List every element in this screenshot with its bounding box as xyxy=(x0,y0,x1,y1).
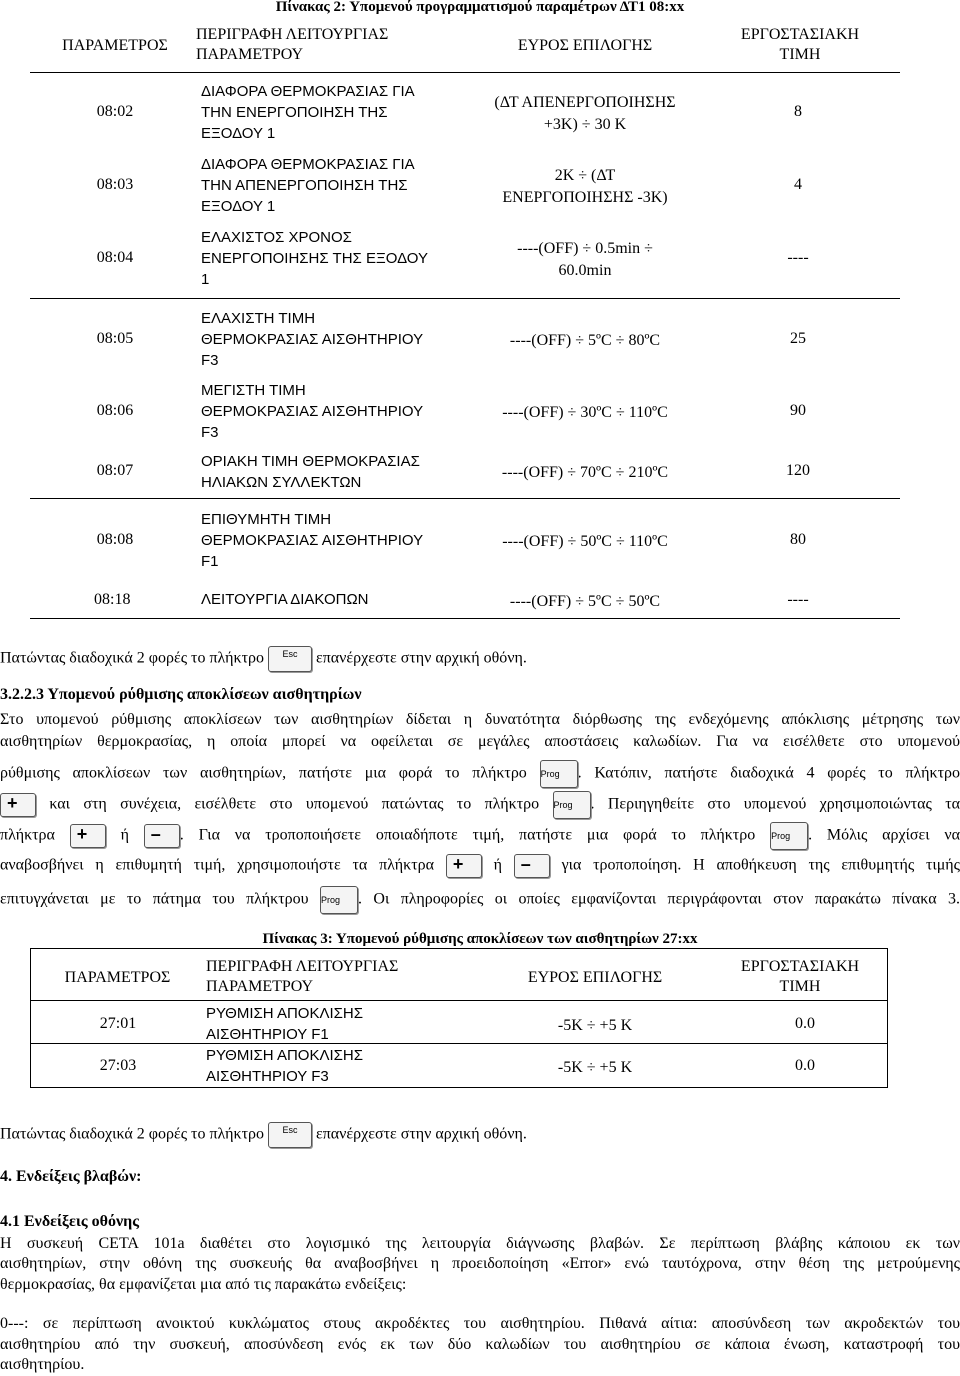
text-run: . Οι πληροφορίες οι οποίες εμφανίζονται περιγράφονται στον παρακάτω πίνακα 3. xyxy=(358,890,960,908)
param-default: 4 xyxy=(794,176,802,193)
prog-key-label: Prog xyxy=(321,895,341,905)
esc-note xyxy=(0,1122,527,1148)
param-default: 80 xyxy=(790,531,806,548)
section-323-title: 3.2.2.3 Υπομενού ρύθμισης αποκλίσεων αισθητηρίων xyxy=(0,686,362,703)
table3-caption: Πίνακας 3: Υπομενού ρύθμισης αποκλίσεων των αισθητηρίων 27:xx xyxy=(262,931,698,947)
param-code: 08:02 xyxy=(96,103,134,120)
table3-row-rule xyxy=(30,1043,888,1044)
desc-line: ΘΕΡΜΟΚΡΑΣΙΑΣ ΑΙΣΘΗΤΗΡΙΟΥ xyxy=(201,331,424,348)
prog-key-icon xyxy=(770,822,808,850)
param-code: 27:01 xyxy=(99,1015,137,1032)
desc-line: 1 xyxy=(201,271,210,288)
text-run: αναβοσβήνει η επιθυμητή τιμή, χρησιμοποιήστε τα πλήκτρα xyxy=(0,856,435,874)
param-default: ---- xyxy=(787,249,809,266)
param-range: ----(OFF) ÷ 5ºC ÷ 50ºC xyxy=(509,593,661,610)
param-description xyxy=(201,451,420,493)
table3-right-border xyxy=(887,948,888,1088)
param-code: 08:18 xyxy=(94,591,131,608)
esc-key-label: Esc xyxy=(282,1125,298,1135)
header-default-line2: ΤΙΜΗ xyxy=(779,46,821,63)
desc-line: ΕΞΟΔΟΥ 1 xyxy=(201,125,276,142)
param-default: 120 xyxy=(786,462,810,479)
table3-header-default xyxy=(712,957,888,997)
desc-line: ΘΕΡΜΟΚΡΑΣΙΑΣ ΑΙΣΘΗΤΗΡΙΟΥ xyxy=(201,532,424,549)
param-default: ---- xyxy=(787,591,809,608)
table2-header-desc xyxy=(196,25,456,65)
text-run: ή xyxy=(120,826,129,844)
desc-line: ΕΠΙΘΥΜΗΤΗ ΤΙΜΗ xyxy=(201,511,332,528)
text-run: . Περιηγηθείτε στο υπομενού χρησιμοποιώντας τα xyxy=(590,795,960,813)
header-default-line1: ΕΡΓΟΣΤΑΣΙΑΚΗ xyxy=(740,26,860,43)
param-description xyxy=(201,227,428,290)
section-323-line: Στο υπομενού ρύθμισης αποκλίσεων των αισθητηρίων δίδεται η δυνατότητα διόρθωσης της ενδεχόμενης απόκλισης μέτρησης των xyxy=(0,711,960,728)
param-code: 08:08 xyxy=(96,531,134,548)
desc-line: ΡΥΘΜΙΣΗ ΑΠΟΚΛΙΣΗΣ xyxy=(206,1047,364,1064)
prog-key-label: Prog xyxy=(553,800,573,810)
esc-key-label: Esc xyxy=(282,649,298,659)
plus-key-icon xyxy=(446,854,482,878)
text-run: ή xyxy=(493,856,502,874)
param-range xyxy=(470,165,700,209)
desc-line: ΕΞΟΔΟΥ 1 xyxy=(201,198,276,215)
desc-line: ΗΛΙΑΚΩΝ ΣΥΛΛΕΚΤΩΝ xyxy=(201,474,362,491)
param-range xyxy=(470,238,700,282)
param-description xyxy=(201,81,415,144)
table3-header-rule xyxy=(30,1000,888,1001)
table3-bottom-rule xyxy=(30,1087,888,1088)
text-run: ρύθμισης αποκλίσεων των αισθητηρίων, πατήστε μια φορά το πλήκτρο xyxy=(0,764,527,782)
plus-key-icon xyxy=(0,793,36,817)
param-description: ΛΕΙΤΟΥΡΓΙΑ ΔΙΑΚΟΠΩΝ xyxy=(201,591,369,608)
param-code: 08:06 xyxy=(96,402,134,419)
table3-header-range: ΕΥΡΟΣ ΕΠΙΛΟΓΗΣ xyxy=(527,969,663,986)
desc-line: ΤΗΝ ΕΝΕΡΓΟΠΟΙΗΣΗ ΤΗΣ xyxy=(201,104,388,121)
section-323-line xyxy=(0,854,960,878)
esc-note-after: επανέρχεστε στην αρχική οθόνη. xyxy=(316,1125,527,1143)
table2-caption: Πίνακας 2: Υπομενού προγραμματισμού παραμέτρων ΔΤ1 08:xx xyxy=(275,0,685,15)
desc-line: ΡΥΘΜΙΣΗ ΑΠΟΚΛΙΣΗΣ xyxy=(206,1005,364,1022)
param-description xyxy=(201,308,423,371)
range-line: ΕΝΕΡΓΟΠΟΙΗΣΗΣ -3Κ) xyxy=(502,189,668,206)
desc-line: ΕΛΑΧΙΣΤΗ ΤΙΜΗ xyxy=(201,310,316,327)
esc-key-icon xyxy=(268,1122,312,1148)
header-desc-line1: ΠΕΡΙΓΡΑΦΗ ΛΕΙΤΟΥΡΓΙΑΣ xyxy=(206,958,399,975)
plus-key-label: + xyxy=(452,854,464,874)
desc-line: F3 xyxy=(201,352,219,369)
range-line: (ΔΤ ΑΠΕΝΕΡΓΟΠΟΙΗΣΗΣ xyxy=(494,94,676,111)
param-default: 8 xyxy=(794,103,802,120)
prog-key-icon xyxy=(553,791,591,819)
prog-key-icon xyxy=(320,886,358,914)
header-desc-line2: ΠΑΡΑΜΕΤΡΟΥ xyxy=(196,46,304,63)
param-code: 27:03 xyxy=(99,1057,137,1074)
range-line: 2Κ ÷ (ΔΤ xyxy=(554,167,616,184)
range-line: +3Κ) ÷ 30 Κ xyxy=(543,116,627,133)
table2-mid-rule xyxy=(30,498,900,499)
desc-line: ΜΕΓΙΣΤΗ ΤΙΜΗ xyxy=(201,382,306,399)
param-default: 0.0 xyxy=(795,1015,815,1032)
param-description xyxy=(206,1045,363,1087)
param-range: ----(OFF) ÷ 50ºC ÷ 110ºC xyxy=(502,533,668,550)
param-code: 08:03 xyxy=(96,176,134,193)
esc-note-before: Πατώντας διαδοχικά 2 φορές το πλήκτρο xyxy=(0,1125,264,1143)
section-323-line xyxy=(0,886,960,914)
text-run: για τροποποίηση. Η αποθήκευση της επιθυμητής τιμής xyxy=(561,856,960,874)
desc-line: ΘΕΡΜΟΚΡΑΣΙΑΣ ΑΙΣΘΗΤΗΡΙΟΥ xyxy=(201,403,424,420)
section-41-title: 4.1 Ενδείξεις οθόνης xyxy=(0,1213,139,1230)
table2-bottom-rule xyxy=(30,618,900,619)
esc-key-icon xyxy=(268,646,312,672)
table2-header-range: ΕΥΡΟΣ ΕΠΙΛΟΓΗΣ xyxy=(517,37,653,54)
table3-left-border xyxy=(30,948,31,1088)
section-323-line: αισθητηρίων θερμοκρασίας, η οποία μπορεί να οφείλεται σε μεγάλες αποστάσεις καλωδίων. Για να εισέλθετε στο υπομενού xyxy=(0,733,960,750)
section-323-line xyxy=(0,791,960,819)
param-range: ----(OFF) ÷ 70ºC ÷ 210ºC xyxy=(501,464,669,481)
table2-header-rule xyxy=(30,72,900,73)
esc-note-after: επανέρχεστε στην αρχική οθόνη. xyxy=(316,649,527,667)
table2-header-param: ΠΑΡΑΜΕΤΡΟΣ xyxy=(62,37,168,54)
minus-key-label: – xyxy=(150,824,161,844)
esc-note-before: Πατώντας διαδοχικά 2 φορές το πλήκτρο xyxy=(0,649,264,667)
section-4-line: 0---: σε περίπτωση ανοικτού κυκλώματος στους ακροδέκτες του αισθητηρίου. Πιθανά αίτια: αποσύνδεση των ακροδεκτών του xyxy=(0,1315,960,1332)
text-run: . Κατόπιν, πατήστε διαδοχικά 4 φορές το πλήκτρο xyxy=(577,764,960,782)
param-range: -5Κ ÷ +5 Κ xyxy=(557,1059,633,1076)
param-range: ----(OFF) ÷ 30ºC ÷ 110ºC xyxy=(502,404,668,421)
desc-line: F1 xyxy=(201,553,219,570)
param-description xyxy=(201,154,415,217)
section-4-line: Η συσκευή CETA 101a διαθέτει στο λογισμικό της λειτουργία διάγνωσης βλαβών. Σε περίπτωση βλάβης κάποιου εκ των xyxy=(0,1235,960,1252)
desc-line: ΟΡΙΑΚΗ ΤΙΜΗ ΘΕΡΜΟΚΡΑΣΙΑΣ xyxy=(201,453,420,470)
header-desc-line1: ΠΕΡΙΓΡΑΦΗ ΛΕΙΤΟΥΡΓΙΑΣ xyxy=(196,26,389,43)
header-desc-line2: ΠΑΡΑΜΕΤΡΟΥ xyxy=(206,978,314,995)
text-run: πλήκτρα xyxy=(0,826,55,844)
desc-line: ΑΙΣΘΗΤΗΡΙΟΥ F1 xyxy=(206,1026,329,1043)
section-4-line: αισθητηρίου από την συσκευή, αποσύνδεση ενός εκ των δύο καλωδίων του αισθητηρίου σε κάποια ένωση, καταστροφή του xyxy=(0,1336,960,1353)
param-description xyxy=(206,1003,363,1045)
param-description xyxy=(201,509,423,572)
esc-note xyxy=(0,646,527,672)
header-default-line1: ΕΡΓΟΣΤΑΣΙΑΚΗ xyxy=(740,958,860,975)
plus-key-label: + xyxy=(76,824,88,844)
plus-key-icon xyxy=(70,824,106,848)
section-323-line xyxy=(0,822,960,850)
param-code: 08:05 xyxy=(96,330,134,347)
prog-key-label: Prog xyxy=(771,831,791,841)
desc-line: F3 xyxy=(201,424,219,441)
param-range: ----(OFF) ÷ 5ºC ÷ 80ºC xyxy=(509,332,661,349)
text-run: και στη συνέχεια, εισέλθετε στο υπομενού πατώντας το πλήκτρο xyxy=(49,795,540,813)
table3-header-desc xyxy=(206,957,466,997)
table2-header-default xyxy=(712,25,888,65)
desc-line: ΤΗΝ ΑΠΕΝΕΡΓΟΠΟΙΗΣΗ ΤΗΣ xyxy=(201,177,408,194)
param-code: 08:07 xyxy=(96,462,134,479)
minus-key-label: – xyxy=(520,854,531,874)
table2-mid-rule xyxy=(30,298,900,299)
param-default: 90 xyxy=(790,402,806,419)
range-line: ----(OFF) ÷ 0.5min ÷ xyxy=(517,240,653,257)
param-description xyxy=(201,380,423,443)
desc-line: ΕΝΕΡΓΟΠΟΙΗΣΗΣ ΤΗΣ ΕΞΟΔΟΥ xyxy=(201,250,428,267)
range-line: 60.0min xyxy=(558,262,612,279)
prog-key-label: Prog xyxy=(540,769,560,779)
text-run: επιτυγχάνεται με το πάτημα του πλήκτρου xyxy=(0,890,309,908)
plus-key-label: + xyxy=(7,793,18,813)
minus-key-icon xyxy=(514,854,550,878)
text-run: . Για να τροποποιήσετε οποιαδήποτε τιμή, πατήστε μια φορά το πλήκτρο xyxy=(179,826,756,844)
desc-line: ΔΙΑΦΟΡΑ ΘΕΡΜΟΚΡΑΣΙΑΣ ΓΙΑ xyxy=(201,156,415,173)
section-323-line xyxy=(0,760,960,788)
desc-line: ΔΙΑΦΟΡΑ ΘΕΡΜΟΚΡΑΣΙΑΣ ΓΙΑ xyxy=(201,83,415,100)
section-4-line: αισθητηρίου. xyxy=(0,1356,85,1373)
param-range xyxy=(470,92,700,136)
param-default: 0.0 xyxy=(795,1057,815,1074)
section-4-line: αισθητηρίων, στην οθόνη της συσκευής θα αναβοσβήνει η προειδοποίηση «Error» ενώ ταυτόχρονα, στην θέση της μετρούμενης xyxy=(0,1255,960,1272)
param-default: 25 xyxy=(790,330,806,347)
section-4-line: θερμοκρασίας, θα εμφανίζεται μια από τις παρακάτω ενδείξεις: xyxy=(0,1276,407,1293)
param-code: 08:04 xyxy=(96,249,134,266)
prog-key-icon xyxy=(540,760,578,788)
header-default-line2: ΤΙΜΗ xyxy=(779,978,821,995)
table3-top-rule xyxy=(30,948,888,949)
desc-line: ΑΙΣΘΗΤΗΡΙΟΥ F3 xyxy=(206,1068,329,1085)
param-range: -5Κ ÷ +5 Κ xyxy=(557,1017,633,1034)
table3-header-param: ΠΑΡΑΜΕΤΡΟΣ xyxy=(64,969,171,986)
minus-key-icon xyxy=(144,824,180,848)
desc-line: ΕΛΑΧΙΣΤΟΣ ΧΡΟΝΟΣ xyxy=(201,229,352,246)
section-4-title: 4. Ενδείξεις βλαβών: xyxy=(0,1168,142,1185)
text-run: . Μόλις αρχίσει να xyxy=(808,826,960,844)
